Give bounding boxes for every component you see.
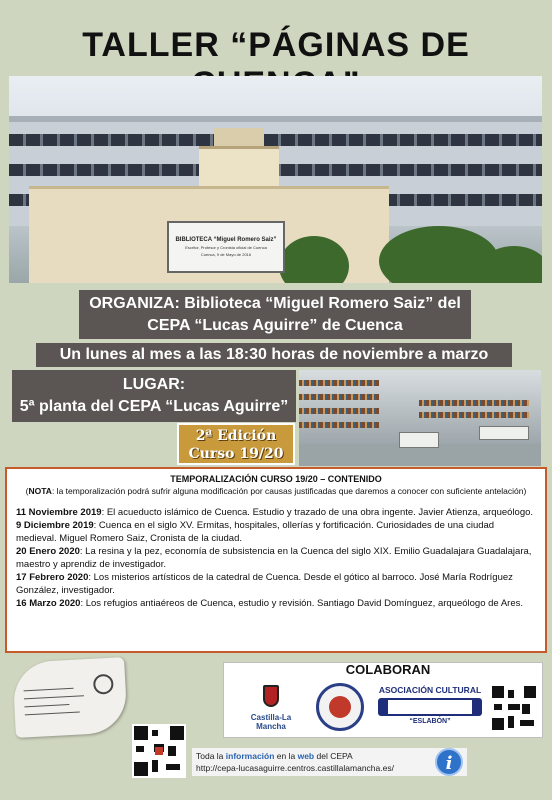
session-text: : Los refugios antiaéreos de Cuenca, estudio y revisión. Santiago David Domínguez, arqueólogo de Ares.: [80, 598, 523, 609]
schedule-content-box: [5, 467, 547, 653]
note-text: : la temporalización podrá sufrir alguna modificación por causas justificadas que daremos a conocer con suficiente antelación: [51, 486, 524, 496]
library-building-photo: [9, 76, 542, 283]
content-heading: TEMPORALIZACIÓN CURSO 19/20 – CONTENIDO: [170, 474, 382, 484]
scribble-line: [24, 704, 69, 707]
web-caption-post: del CEPA: [314, 751, 353, 761]
desk: [399, 432, 439, 448]
lugar-label: LUGAR:: [122, 376, 186, 393]
session-text: : La resina y la pez, economía de subsistencia en la Cuenca del siglo XIX. Emilio Guadalajara Guadalajara, maestro y aprendiz de investigador.: [16, 546, 532, 570]
qr-code-icon[interactable]: [490, 684, 538, 732]
handwritten-note-image: [12, 657, 128, 738]
bookshelf: [419, 400, 529, 406]
seal-icon: [93, 674, 114, 695]
tower-roof: [214, 128, 264, 148]
session-date: 16 Marzo 2020: [16, 598, 81, 609]
scribble-line: [24, 688, 74, 692]
session-item: [16, 545, 536, 571]
note-label: NOTA: [28, 486, 52, 496]
web-caption-highlight: información: [225, 751, 275, 761]
web-caption-mid: en la: [274, 751, 298, 761]
chain-link-icon: [378, 698, 482, 716]
organiza-line-2: CEPA “Lucas Aguirre” de Cuenca: [147, 317, 403, 334]
library-interior-photo: [299, 370, 541, 466]
cepa-logo: [316, 683, 364, 731]
session-item: [16, 519, 536, 545]
bookshelf: [299, 408, 379, 414]
eslabon-line-2: “ESLABÓN”: [409, 718, 451, 725]
schedule-banner: Un lunes al mes a las 18:30 horas de noviembre a marzo: [36, 343, 512, 367]
session-item: [16, 597, 536, 610]
lugar-banner: [12, 370, 296, 422]
shield-icon: [263, 685, 279, 707]
web-url-link[interactable]: http://cepa-lucasaguirre.centros.castillalamancha.es/: [196, 763, 394, 773]
edition-course: Curso 19/20: [188, 446, 284, 462]
session-date: 11 Noviembre 2019: [16, 507, 102, 518]
session-text: : Los misterios artísticos de la catedral de Cuenca. Desde el gótico al barroco. José María Rodríguez González, investigador.: [16, 572, 513, 596]
bookshelf: [299, 422, 379, 428]
lugar-value: 5ª planta del CEPA “Lucas Aguirre”: [19, 398, 289, 415]
plaque-date: Cuenca, 9 de Mayo de 2016: [200, 252, 252, 257]
web-caption: [196, 750, 463, 762]
bookshelf: [299, 380, 379, 386]
session-date: 20 Enero 2020: [16, 546, 80, 557]
poster-title: TALLER “PÁGINAS DE: [82, 26, 470, 64]
clm-name: Castilla-La Mancha: [250, 713, 292, 731]
library-plaque: [167, 221, 285, 273]
qr-code-icon[interactable]: [132, 724, 186, 778]
edition-number: 2ª Edición: [195, 428, 277, 444]
session-date: 9 Diciembre 2019: [16, 520, 94, 531]
web-caption-pre: Toda la: [196, 751, 226, 761]
bookshelf: [419, 412, 529, 418]
edition-badge: [177, 423, 295, 465]
session-text: : Cuenca en el siglo XV. Ermitas, hospitales, ollerías y fortificación. Curiosidades de una ciudad medieval. Miguel Romero Saiz, Cronista de la ciudad.: [16, 520, 495, 544]
castilla-la-mancha-logo: [236, 685, 306, 733]
scribble-line: [25, 712, 80, 716]
scribble-line: [24, 695, 84, 699]
eslabon-logo: [374, 685, 486, 733]
info-icon[interactable]: i: [435, 748, 463, 776]
desk: [479, 426, 529, 440]
content-note: (NOTA: la temporalización podrá sufrir alguna modificación por causas justificadas que daremos a conocer con suficiente antelación): [25, 486, 527, 496]
window-row: [9, 134, 542, 146]
cepa-emblem-icon: [329, 696, 351, 718]
eslabon-line-1: ASOCIACIÓN CULTURAL: [378, 685, 482, 695]
session-item: [16, 506, 536, 519]
web-caption-highlight: web: [297, 751, 315, 761]
colaboran-title: COLABORAN: [345, 662, 431, 677]
web-info: [192, 748, 467, 776]
session-text: : El acueducto islámico de Cuenca. Estudio y trazado de una obra ingente. Javier Atienza, arqueólogo.: [101, 507, 534, 518]
organiza-banner: [79, 290, 471, 339]
organiza-line-1: ORGANIZA: Biblioteca “Miguel Romero Saiz” del: [89, 295, 461, 312]
bookshelf: [299, 394, 379, 400]
plaque-title: BIBLIOTECA “Miguel Romero Saiz”: [175, 237, 277, 243]
session-date: 17 Febrero 2020: [16, 572, 89, 583]
plaque-subtitle: Escritor, Profesor y Cronista oficial de Cuenca: [185, 245, 267, 250]
session-item: [16, 571, 536, 597]
